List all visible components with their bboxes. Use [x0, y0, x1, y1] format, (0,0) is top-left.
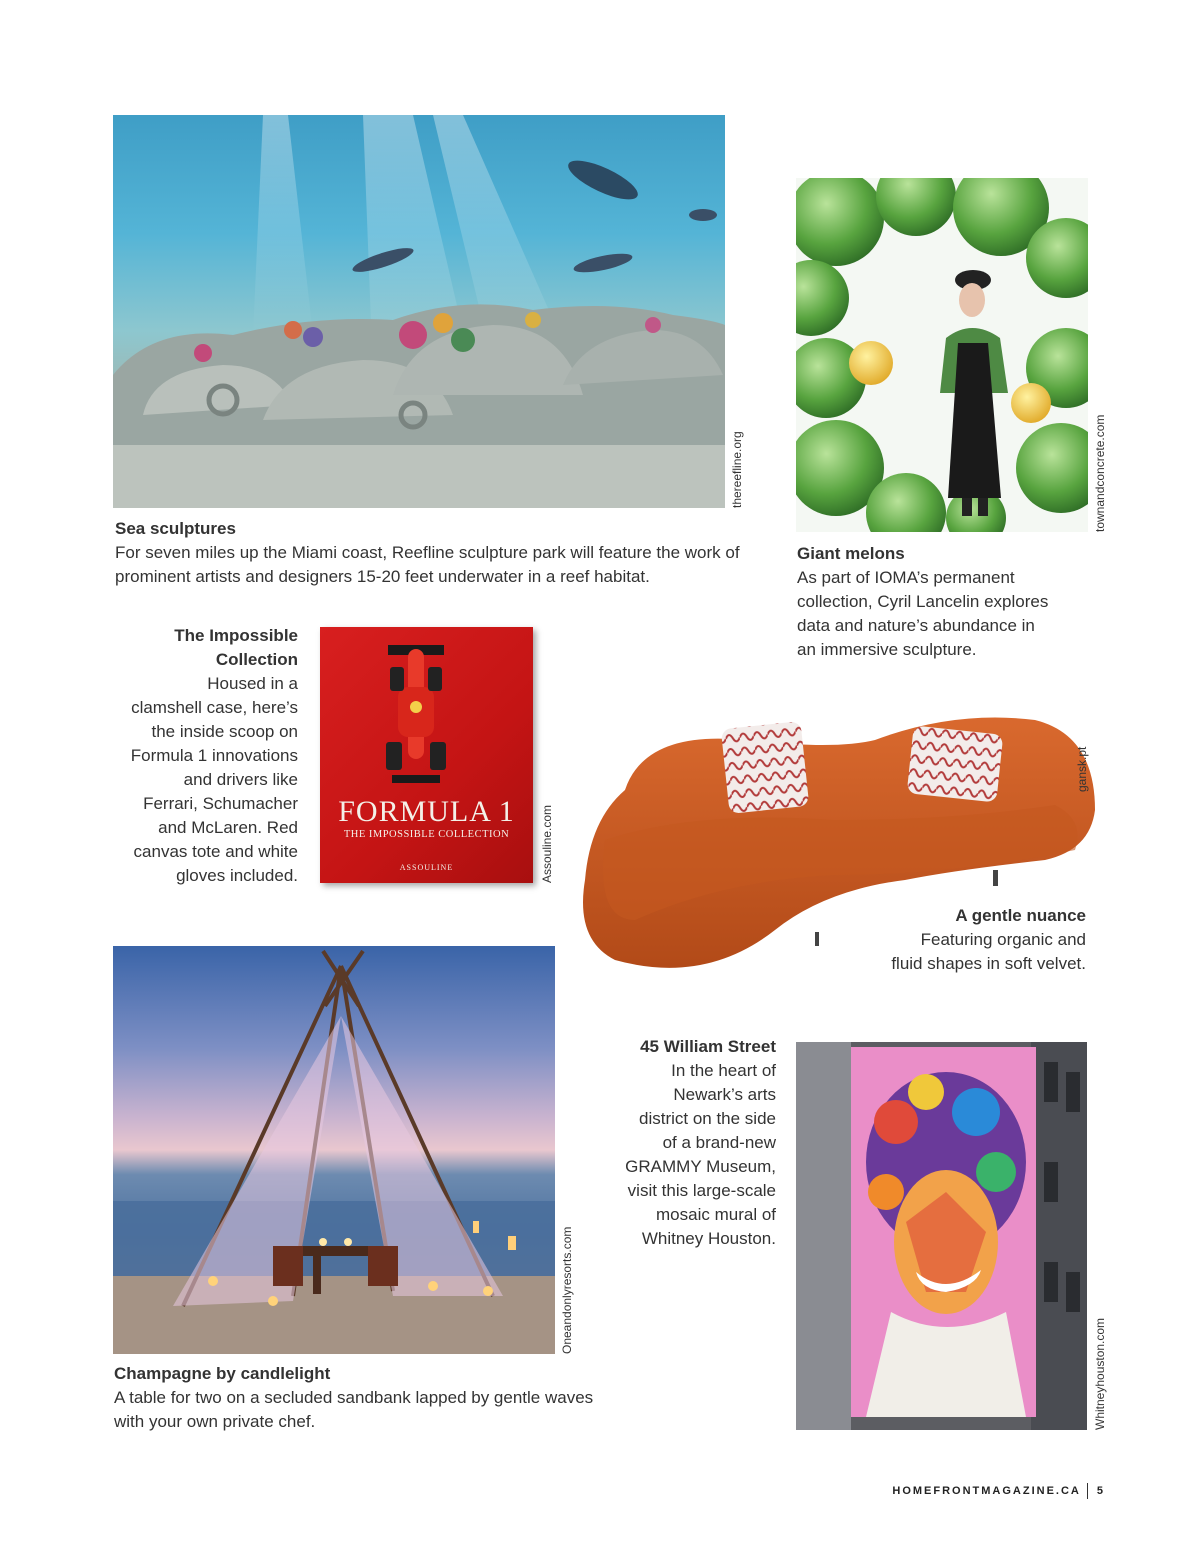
formula-caption [98, 624, 298, 888]
race-car-illustration [320, 627, 533, 883]
sofa-caption [796, 904, 1086, 976]
mural-illustration [796, 1042, 1087, 1430]
william-photo-credit: Whitneyhouston.com [1093, 1317, 1107, 1430]
sofa-photo-credit: gansk.pt [1075, 746, 1089, 792]
book-title: FORMULA 1 [338, 795, 515, 828]
footer-site: HOMEFRONTMAGAZINE.CA [892, 1484, 1081, 1497]
formula-line-5: and drivers like [183, 770, 298, 789]
page-number: 5 [1096, 1484, 1105, 1497]
william-caption [576, 1035, 776, 1251]
melons-line-3: data and nature’s abundance in [797, 616, 1035, 635]
formula-line-7: and McLaren. Red [158, 818, 298, 837]
formula-line-8: canvas tote and white [133, 842, 298, 861]
william-title: 45 William Street [640, 1037, 776, 1056]
william-line-2: Newark’s arts [673, 1085, 776, 1104]
page-footer [892, 1483, 1105, 1499]
champagne-candlelight-photo [113, 946, 555, 1354]
footer-divider [1087, 1483, 1088, 1499]
sea-title: Sea sculptures [115, 519, 236, 538]
william-line-4: of a brand-new [662, 1133, 776, 1152]
champagne-title: Champagne by candlelight [114, 1364, 331, 1383]
melons-photo-credit: townandconcrete.com [1093, 414, 1107, 532]
formula-line-9: gloves included. [176, 866, 298, 885]
sofa-line-1: Featuring organic and [920, 930, 1086, 949]
william-line-3: district on the side [638, 1109, 776, 1128]
champagne-photo-credit: Oneandonlyresorts.com [560, 1226, 574, 1354]
melons-caption [797, 542, 1097, 662]
melons-line-1: As part of IOMA’s permanent [797, 568, 1015, 587]
teepee-illustration [113, 946, 555, 1354]
whitney-mural-photo [796, 1042, 1087, 1430]
champagne-caption [114, 1362, 674, 1434]
william-line-1: In the heart of [671, 1061, 776, 1080]
book-subtitle: THE IMPOSSIBLE COLLECTION [343, 829, 510, 840]
sofa-title: A gentle nuance [955, 906, 1086, 925]
sea-sculptures-photo [113, 115, 725, 508]
sea-photo-credit: thereefline.org [730, 431, 744, 508]
sofa-line-2: fluid shapes in soft velvet. [891, 954, 1086, 973]
formula-title-line-1: The Impossible [174, 626, 298, 645]
william-line-6: visit this large-scale [627, 1181, 776, 1200]
william-line-8: Whitney Houston. [641, 1229, 776, 1248]
formula-line-4: Formula 1 innovations [130, 746, 298, 765]
sea-body: For seven miles up the Miami coast, Reefline sculpture park will feature the work of prominent artists and designers 15-20 feet underwater in a reef habitat. [115, 543, 740, 586]
melons-line-2: collection, Cyril Lancelin explores [797, 592, 1049, 611]
formula-book-cover [320, 627, 533, 883]
william-line-5: GRAMMY Museum, [625, 1157, 776, 1176]
champagne-line-1: A table for two on a secluded sandbank lapped by gentle waves [114, 1388, 594, 1407]
sea-sculptures-illustration [113, 115, 725, 508]
melons-title: Giant melons [797, 544, 905, 563]
sea-caption [115, 517, 755, 589]
melons-illustration [796, 178, 1088, 532]
william-line-7: mosaic mural of [656, 1205, 776, 1224]
giant-melons-photo [796, 178, 1088, 532]
formula-line-2: clamshell case, here’s [131, 698, 298, 717]
formula-title-line-2: Collection [215, 650, 298, 669]
formula-line-6: Ferrari, Schumacher [143, 794, 298, 813]
champagne-line-2: with your own private chef. [114, 1412, 316, 1431]
formula-photo-credit: Assouline.com [540, 804, 554, 883]
formula-line-3: the inside scoop on [151, 722, 298, 741]
book-publisher: ASSOULINE [399, 863, 454, 872]
melons-line-4: an immersive sculpture. [797, 640, 977, 659]
formula-line-1: Housed in a [207, 674, 298, 693]
